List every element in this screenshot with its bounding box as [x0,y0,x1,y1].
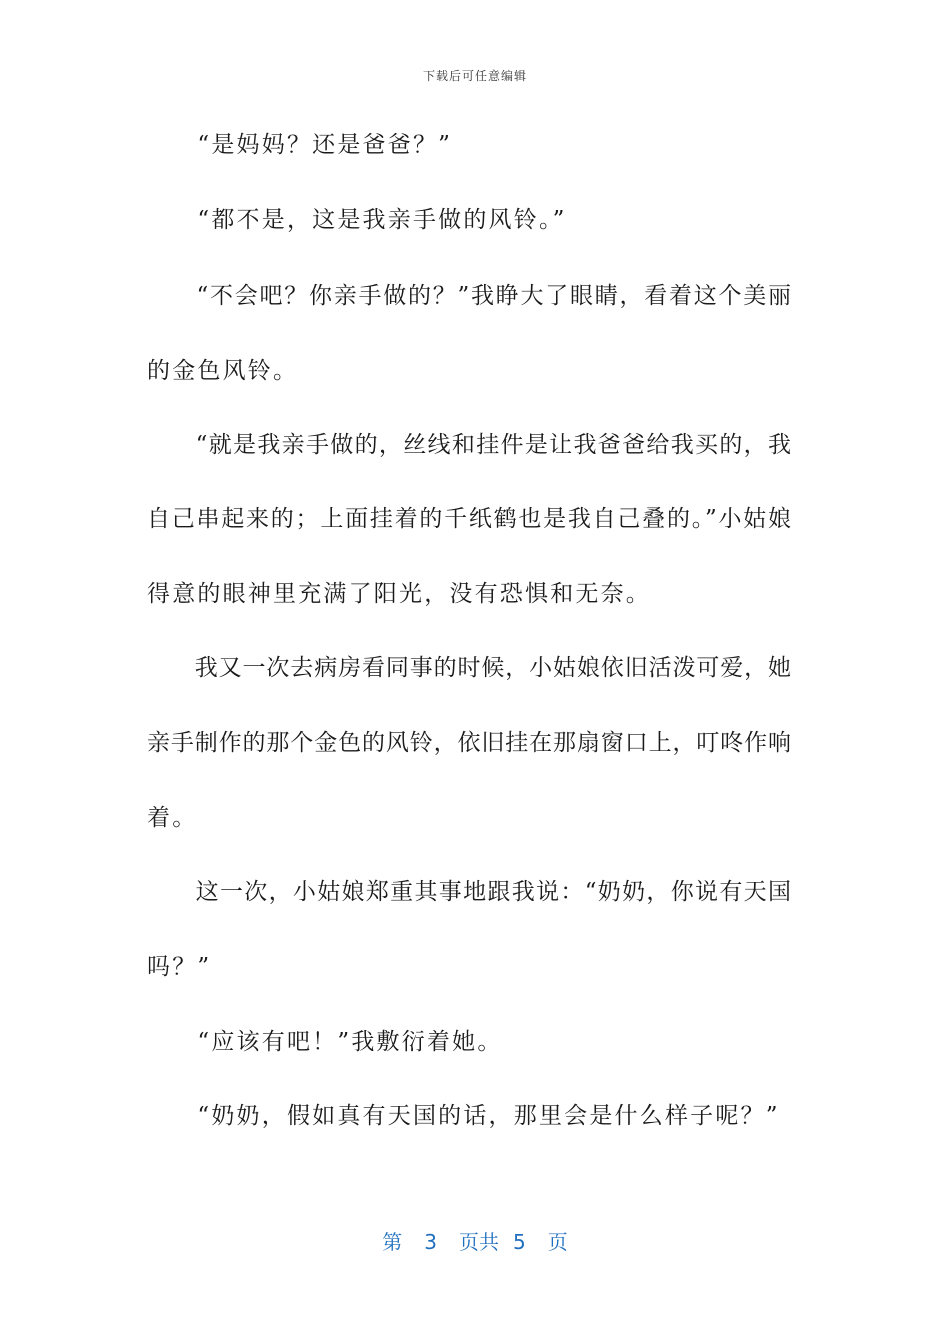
text-line: 这一次，小姑娘郑重其事地跟我说：“奶奶，你说有天国 [147,879,791,905]
footer-total-pages: 5 [513,1230,526,1254]
text-line: 的金色风铃。 [147,358,299,384]
footer-prefix: 第 [382,1230,403,1254]
text-line: 着。 [147,805,198,831]
text-line: “应该有吧！”我敷衍着她。 [147,1029,503,1055]
text-line: “就是我亲手做的，丝线和挂件是让我爸爸给我买的，我 [147,432,791,458]
header-note: 下载后可任意编辑 [422,69,527,83]
text-line: 自己串起来的；上面挂着的千纸鹤也是我自己叠的。”小姑娘 [147,506,791,532]
page-footer [0,1226,950,1255]
text-line: “奶奶，假如真有天国的话，那里会是什么样子呢？” [147,1103,780,1129]
text-line: 得意的眼神里充满了阳光，没有恐惧和无奈。 [147,581,651,607]
footer-suffix: 页 [547,1230,568,1254]
footer-middle: 页共 [459,1230,499,1254]
footer-page-number: 3 [424,1230,437,1254]
text-line: 亲手制作的那个金色的风铃，依旧挂在那扇窗口上，叮咚作响 [147,730,791,756]
text-line: “不会吧？你亲手做的？”我睁大了眼睛，看着这个美丽 [147,283,791,309]
text-line: “都不是，这是我亲手做的风铃。” [147,207,567,233]
text-line: “是妈妈？还是爸爸？” [147,132,453,158]
text-line: 我又一次去病房看同事的时候，小姑娘依旧活泼可爱，她 [147,655,791,681]
text-line: 吗？” [147,954,212,980]
